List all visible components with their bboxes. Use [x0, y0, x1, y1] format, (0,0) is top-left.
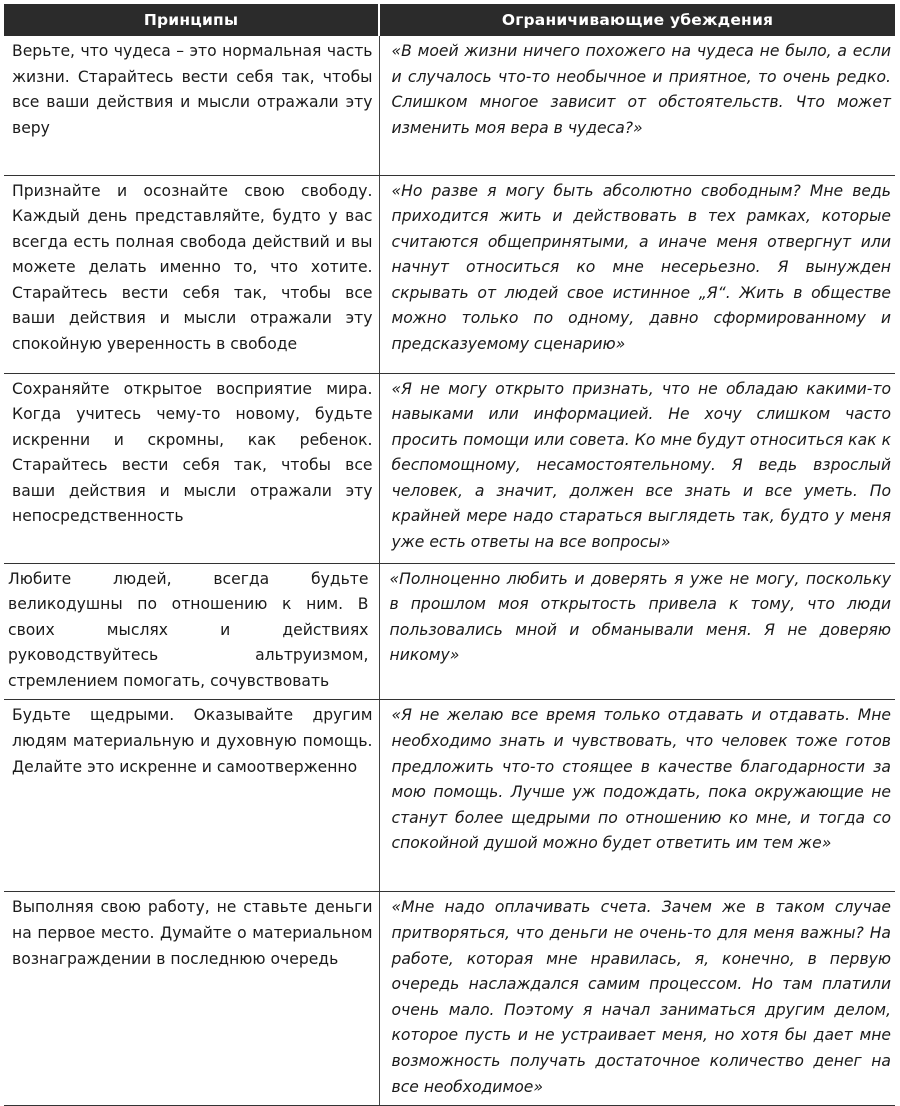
header-limiting-beliefs: Ограничивающие убеждения — [379, 4, 895, 36]
principle-cell: Признайте и осознайте свою свободу. Каждый день представляйте, будто у вас всегда есть полная свобода действий и вы можете делать именно то, что хотите. Старайтесь вести себя так, чтобы все ваши действия и мысли отражали эту спокойную уверенность в свободе — [4, 175, 379, 373]
table-body — [4, 36, 895, 1106]
page — [4, 4, 895, 1106]
principle-cell: Выполняя свою работу, не ставьте деньги на первое место. Думайте о материальном вознаграждении в последнюю очередь — [4, 892, 379, 1106]
belief-cell: «Мне надо оплачивать счета. Зачем же в таком случае притворяться, что деньги не очень-то для меня важны? На работе, которая мне нравилась, я, конечно, в первую очередь наслаждался самим процессом. Но там платили очень мало. Поэтому я начал заниматься другим делом, которое пусть и не устраивает меня, но хотя бы дает мне возможность получать достаточное количество денег на все необходимое» — [379, 892, 895, 1106]
table-row — [4, 700, 895, 892]
belief-cell: «В моей жизни ничего похожего на чудеса не было, а если и случалось что-то необычное и приятное, то очень редко. Слишком многое зависит от обстоятельств. Что может изменить моя вера в чудеса?» — [379, 36, 895, 175]
table-row — [4, 373, 895, 563]
table-row — [4, 175, 895, 373]
table-row — [4, 892, 895, 1106]
header-row — [4, 4, 895, 36]
principle-cell: Верьте, что чудеса – это нормальная часть жизни. Старайтесь вести себя так, чтобы все ваши действия и мысли отражали эту веру — [4, 36, 379, 175]
table-header — [4, 4, 895, 36]
principle-cell: Сохраняйте открытое восприятие мира. Когда учитесь чему-то новому, будьте искренни и скромны, как ребенок. Старайтесь вести себя так, чтобы все ваши действия и мысли отражали эту непосредственность — [4, 373, 379, 563]
principles-table — [4, 4, 895, 1106]
belief-cell: «Но разве я могу быть абсолютно свободным? Мне ведь приходится жить и действовать в тех рамках, которые считаются общепринятыми, а иначе меня отвергнут или начнут относиться ко мне несерьезно. Я вынужден скрывать от людей свое истинное „Я“. Жить в обществе можно только по одному, давно сформированному и предсказуемому сценарию» — [379, 175, 895, 373]
header-principles: Принципы — [4, 4, 379, 36]
table-row — [4, 563, 895, 700]
principle-cell: Будьте щедрыми. Оказывайте другим людям материальную и духовную помощь. Делайте это искренне и самоотверженно — [4, 700, 379, 892]
principle-cell: Любите людей, всегда будьте великодушны по отношению к ним. В своих мыслях и действиях руководствуйтесь альтруизмом, стремлением помогать, сочувствовать — [4, 563, 379, 700]
belief-cell: «Я не могу открыто признать, что не обладаю какими-то навыками или информацией. Не хочу слишком часто просить помощи или совета. Ко мне будут относиться как к беспомощному, несамостоятельному. Я ведь взрослый человек, а значит, должен все знать и все уметь. По крайней мере надо стараться выглядеть так, будто у меня уже есть ответы на все вопросы» — [379, 373, 895, 563]
table-row — [4, 36, 895, 175]
belief-cell: «Полноценно любить и доверять я уже не могу, поскольку в прошлом моя открытость привела к тому, что люди пользовались мной и обманывали меня. Я не доверяю никому» — [379, 563, 895, 700]
belief-cell: «Я не желаю все время только отдавать и отдавать. Мне необходимо знать и чувствовать, что человек тоже готов предложить что-то стоящее в качестве благодарности за мою помощь. Лучше уж подождать, пока окружающие не станут более щедрыми по отношению ко мне, и тогда со спокойной душой можно будет ответить им тем же» — [379, 700, 895, 892]
